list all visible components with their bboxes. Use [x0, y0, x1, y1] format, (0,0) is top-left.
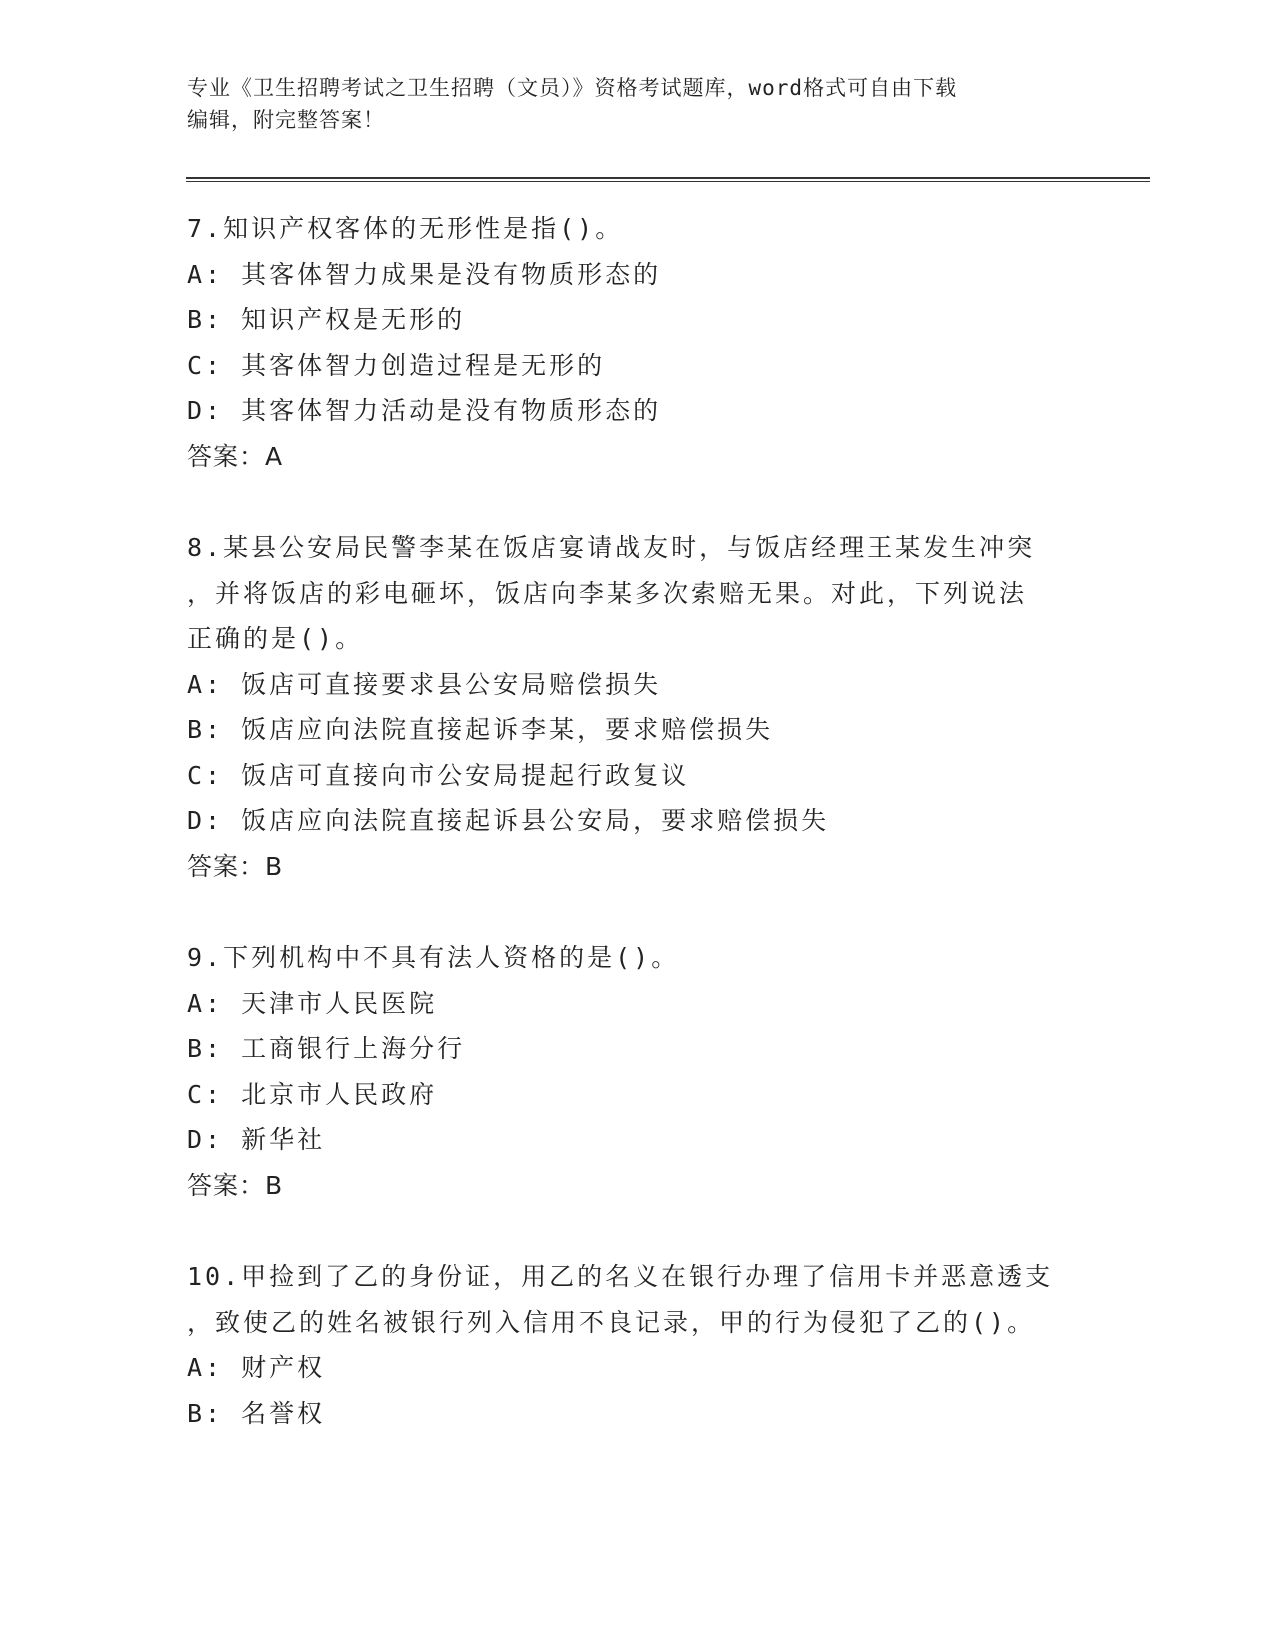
question-9 — [187, 935, 1147, 1208]
header-line-1: 专业《卫生招聘考试之卫生招聘（文员）》资格考试题库，word格式可自由下载 — [187, 76, 958, 100]
option-b: B: 饭店应向法院直接起诉李某，要求赔偿损失 — [187, 715, 774, 744]
question-stem: 7.知识产权客体的无形性是指()。 — [187, 214, 624, 243]
answer-line: 答案：A — [187, 441, 284, 471]
answer-line: 答案：B — [187, 851, 284, 881]
question-8 — [187, 525, 1147, 889]
option-b: B: 工商银行上海分行 — [187, 1034, 466, 1063]
option-b: B: 知识产权是无形的 — [187, 305, 466, 334]
option-a: A: 饭店可直接要求县公安局赔偿损失 — [187, 669, 662, 699]
option-c: C: 其客体智力创造过程是无形的 — [187, 350, 606, 380]
header-divider-thick — [186, 177, 1150, 179]
question-7 — [187, 206, 1147, 479]
question-stem-line-1: 10.甲捡到了乙的身份证，用乙的名义在银行办理了信用卡并恶意透支 — [187, 1262, 1054, 1291]
option-b: B: 名誉权 — [187, 1398, 326, 1428]
document-header — [187, 72, 1087, 136]
option-d: D: 新华社 — [187, 1125, 326, 1154]
question-stem-line-2: ，并将饭店的彩电砸坏，饭店向李某多次索赔无果。对此，下列说法 — [187, 578, 1028, 608]
header-line-2: 编辑，附完整答案！ — [187, 108, 385, 132]
question-stem-line-1: 8.某县公安局民警李某在饭店宴请战友时，与饭店经理王某发生冲突 — [187, 533, 1036, 562]
option-a: A: 财产权 — [187, 1353, 326, 1382]
option-d: D: 饭店应向法院直接起诉县公安局，要求赔偿损失 — [187, 806, 830, 835]
answer-line: 答案：B — [187, 1170, 284, 1200]
option-a: A: 其客体智力成果是没有物质形态的 — [187, 259, 662, 289]
question-stem-line-2: ，致使乙的姓名被银行列入信用不良记录，甲的行为侵犯了乙的()。 — [187, 1307, 1036, 1337]
option-d: D: 其客体智力活动是没有物质形态的 — [187, 396, 662, 425]
header-divider-thin — [186, 181, 1150, 182]
question-stem: 9.下列机构中不具有法人资格的是()。 — [187, 943, 680, 972]
question-stem-line-3: 正确的是()。 — [187, 624, 364, 653]
question-list — [187, 206, 1147, 1482]
question-10 — [187, 1254, 1147, 1436]
option-c: C: 北京市人民政府 — [187, 1079, 438, 1109]
option-c: C: 饭店可直接向市公安局提起行政复议 — [187, 760, 690, 790]
option-a: A: 天津市人民医院 — [187, 988, 438, 1018]
